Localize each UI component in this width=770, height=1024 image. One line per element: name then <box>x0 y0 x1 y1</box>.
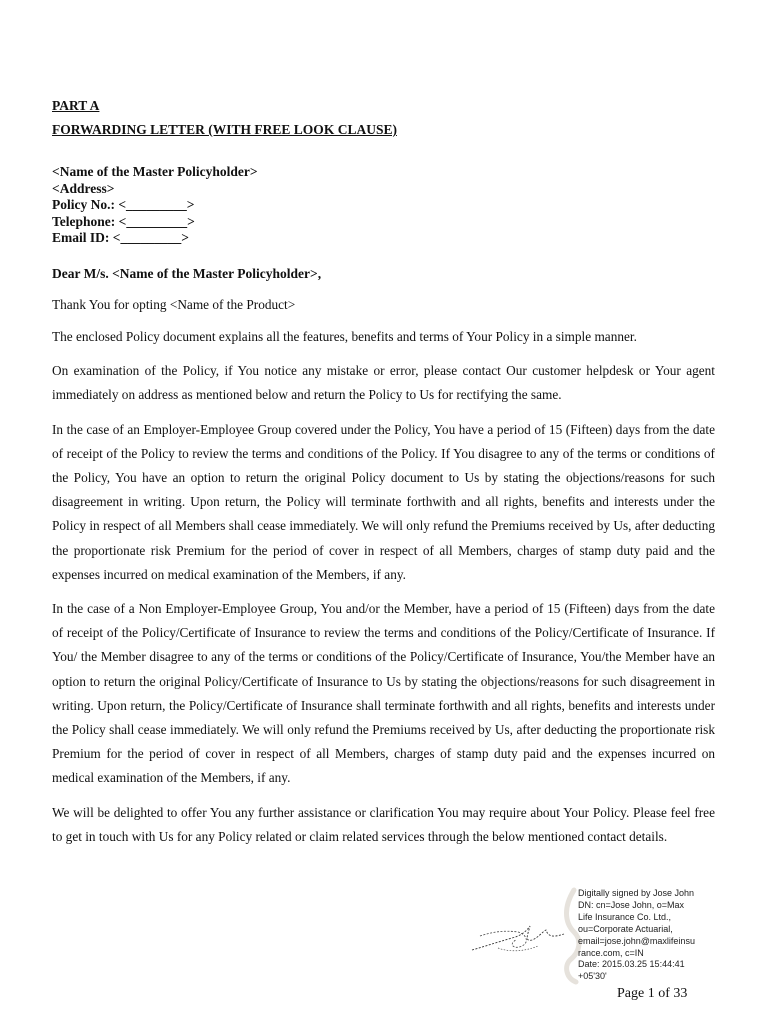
address-line: <Address> <box>52 180 115 196</box>
paragraph-closing: We will be delighted to offer You any further assistance or clarification You may require about Your Policy. Please feel free to get in touch with Us for any Policy related or claim related services through the below mentioned contact details. <box>52 804 715 845</box>
signature-line: Date: 2015.03.25 15:44:41 <box>578 959 685 970</box>
letter-page <box>52 94 715 850</box>
paragraph-employer-group: In the case of an Employer-Employee Group covered under the Policy, You have a period of 15 (Fifteen) days from the date of receipt of the Policy to review the terms and conditions of the Policy. If You disagree to any of the terms or conditions of the Policy, You have an option to return the original Policy document to Us by stating the objections/reasons for such disagreement in writing. Upon return, the Policy will terminate forthwith and all rights, benefits and interests under the Policy in respect of all Members shall cease immediately. We will only refund the Premiums received by Us, after deducting the proportionate risk Premium for the period of cover in respect of all Members, charges of stamp duty paid and the expenses incurred on medical examination of the Members, if any. <box>52 421 715 582</box>
signature-line: ou=Corporate Actuarial, <box>578 923 673 934</box>
digital-signature-block <box>578 888 706 983</box>
signature-line: Life Insurance Co. Ltd., <box>578 911 672 922</box>
salutation: Dear M/s. <Name of the Master Policyholder>, <box>52 265 322 281</box>
address-block <box>52 164 715 247</box>
policyholder-name-line: <Name of the Master Policyholder> <box>52 164 258 179</box>
handwritten-signature-icon <box>468 912 568 958</box>
signature-line: DN: cn=Jose John, o=Max <box>578 899 685 910</box>
signature-line: Digitally signed by Jose John <box>578 888 695 898</box>
letter-heading: FORWARDING LETTER (WITH FREE LOOK CLAUSE) <box>52 122 397 137</box>
policy-number-line: Policy No.: <_________> <box>52 197 195 212</box>
email-line: Email ID: <_________> <box>52 230 189 245</box>
signature-line: +05'30' <box>578 971 607 982</box>
page-number: Page 1 of 33 <box>617 986 688 1001</box>
signature-line: email=jose.john@maxlifeinsu <box>578 935 695 946</box>
paragraph-enclosed: The enclosed Policy document explains all the features, benefits and terms of Your Policy in a simple manner. <box>52 328 637 344</box>
paragraph-thanks: Thank You for opting <Name of the Product> <box>52 296 296 312</box>
paragraph-non-employer-group: In the case of a Non Employer-Employee Group, You and/or the Member, have a period of 15 (Fifteen) days from the date of receipt of the Policy/Certificate of Insurance to review the terms and conditions of the Policy/Certificate of Insurance. If You/ the Member disagree to any of the terms or conditions of the Policy/Certificate of Insurance, You/the Member have an option to return the original Policy/Certificate of Insurance to Us by stating the objections/reasons for such disagreement in writing. Upon return, the Policy/Certificate of Insurance shall terminate forthwith and all rights, benefits and interests under the Policy shall cease immediately. We will only refund the Premiums received by Us, after deducting the proportionate risk Premium for the period of cover in respect of all Members, charges of stamp duty paid and the expenses incurred on medical examination of the Members, if any. <box>52 600 715 786</box>
paragraph-examination: On examination of the Policy, if You notice any mistake or error, please contact Our customer helpdesk or Your agent immediately on address as mentioned below and return the Policy to Us for rectifying the same. <box>52 362 715 402</box>
telephone-line: Telephone: <_________> <box>52 213 195 229</box>
signature-line: rance.com, c=IN <box>578 947 644 958</box>
part-heading: PART A <box>52 98 100 113</box>
